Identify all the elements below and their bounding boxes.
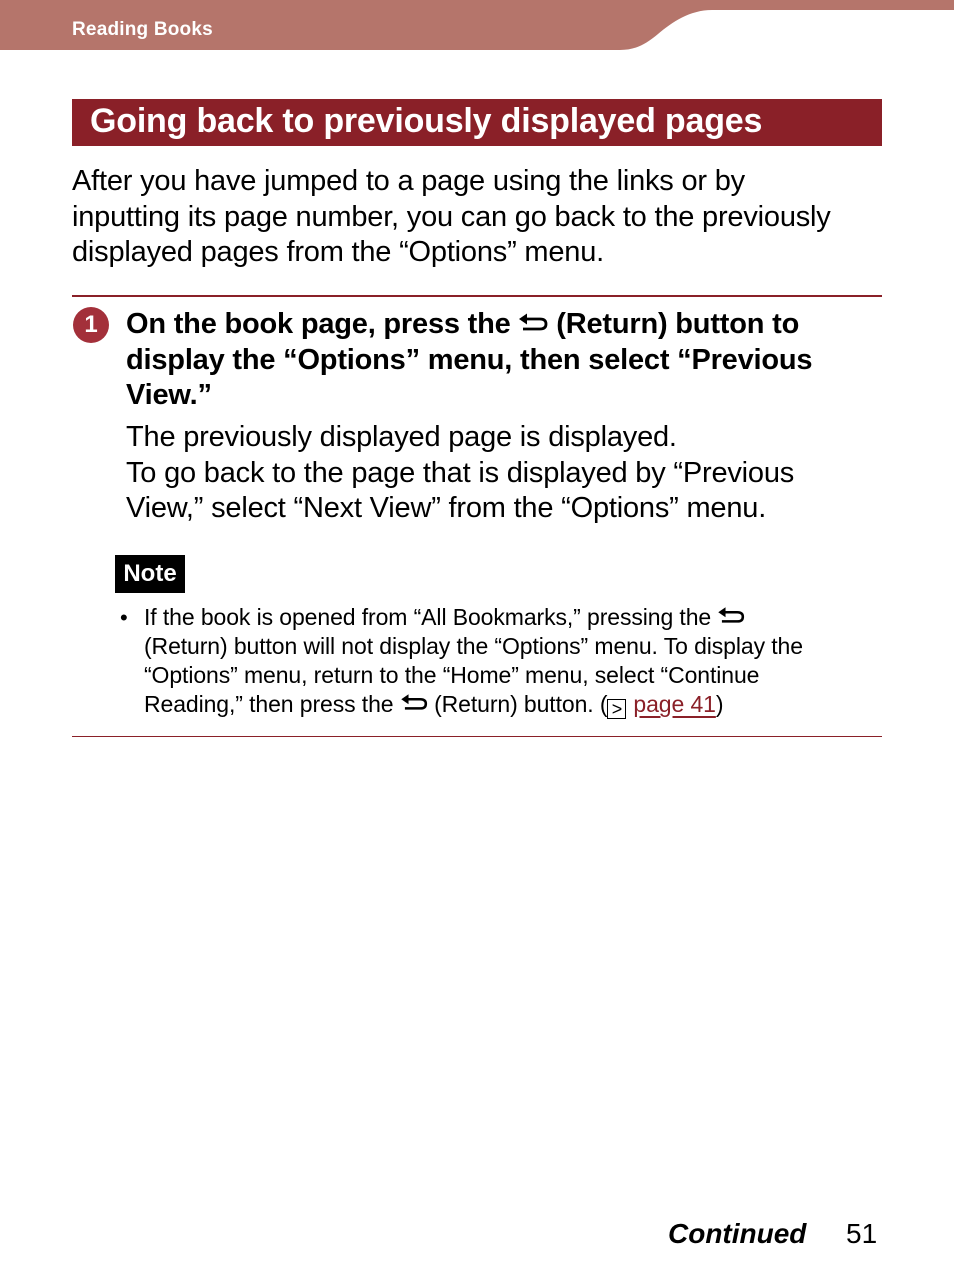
continued-label: Continued: [668, 1218, 807, 1249]
note-text: [144, 603, 884, 719]
step-heading-text: (Return) button to: [556, 308, 800, 340]
note-text-fragment: If the book is opened from “All Bookmarks,” pressing the: [144, 604, 712, 630]
step-heading: [126, 307, 886, 414]
intro-line: inputting its page number, you can go back to the previously: [72, 200, 831, 233]
return-icon: [717, 605, 745, 625]
intro-line: After you have jumped to a page using the links or by: [72, 165, 745, 197]
header-tab: [0, 0, 954, 50]
section-title: Going back to previously displayed pages: [90, 102, 763, 140]
note-line: [144, 603, 884, 632]
note-text-fragment: ): [715, 691, 724, 717]
intro-paragraph: [72, 164, 892, 271]
step-description-line: View,” select “Next View” from the “Options” menu.: [126, 492, 767, 524]
step-description-line: To go back to the page that is displayed by “Previous: [126, 456, 795, 489]
section-title-bar: [72, 99, 882, 146]
page-reference-icon: >: [607, 699, 626, 719]
divider-top: [72, 295, 882, 297]
step-heading-line: display the “Options” menu, then select “Previous: [126, 343, 813, 376]
step-description-line: The previously displayed page is displayed.: [126, 421, 677, 453]
return-icon: [400, 692, 428, 712]
page-41-link[interactable]: page 41: [633, 691, 716, 717]
note-line: (Return) button will not display the “Options” menu. To display the: [144, 633, 803, 659]
step-heading-text: On the book page, press the: [126, 308, 511, 340]
step-number-badge: 1: [73, 307, 109, 343]
note-label: Note: [115, 555, 185, 593]
intro-line: displayed pages from the “Options” menu.: [72, 236, 604, 268]
note-line: [144, 690, 884, 719]
step-description: [126, 420, 886, 527]
step-heading-line: View.”: [126, 379, 212, 411]
note-line: “Options” menu, return to the “Home” menu, select “Continue: [144, 662, 760, 688]
note-bullet: •: [120, 605, 128, 630]
step-heading-line: [126, 307, 886, 343]
note-text-fragment: (Return) button. (: [434, 691, 608, 717]
return-icon: [518, 311, 548, 333]
note-text-fragment: Reading,” then press the: [144, 691, 394, 717]
section-header-label: Reading Books: [72, 19, 213, 40]
page-number: 51: [846, 1218, 878, 1249]
divider-bottom: [72, 736, 882, 737]
